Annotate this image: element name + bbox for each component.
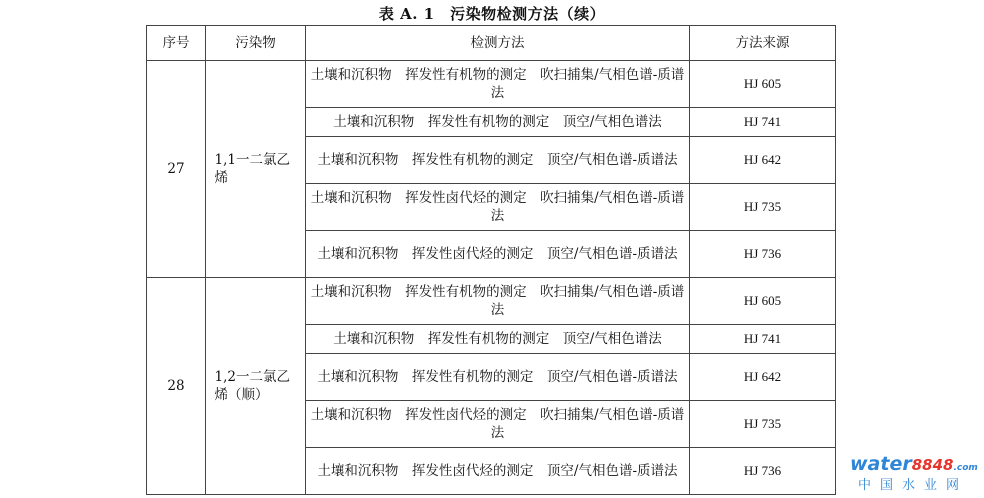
header-method: 检测方法 bbox=[306, 26, 690, 61]
watermark-brand bbox=[850, 453, 978, 478]
source-cell: HJ 735 bbox=[690, 401, 836, 448]
source-cell: HJ 735 bbox=[690, 184, 836, 231]
header-row bbox=[147, 26, 836, 61]
source-cell: HJ 741 bbox=[690, 325, 836, 354]
source-cell: HJ 736 bbox=[690, 448, 836, 495]
method-cell: 土壤和沉积物 挥发性有机物的测定 顶空/气相色谱法 bbox=[306, 108, 690, 137]
source-cell: HJ 741 bbox=[690, 108, 836, 137]
watermark-brand-suffix: .com bbox=[953, 463, 978, 473]
row-number: 27 bbox=[147, 61, 206, 278]
watermark-brand-word: water bbox=[850, 453, 912, 475]
source-cell: HJ 605 bbox=[690, 61, 836, 108]
header-num: 序号 bbox=[147, 26, 206, 61]
row-number: 28 bbox=[147, 278, 206, 495]
pollutant-name: 1,2一二氯乙烯（顺） bbox=[214, 369, 290, 403]
site-watermark-logo bbox=[850, 453, 978, 493]
watermark-brand-number: 8848 bbox=[911, 456, 954, 474]
table-row bbox=[147, 61, 836, 108]
detection-methods-table bbox=[146, 25, 836, 495]
source-cell: HJ 642 bbox=[690, 137, 836, 184]
method-cell: 土壤和沉积物 挥发性有机物的测定 顶空/气相色谱-质谱法 bbox=[306, 354, 690, 401]
source-cell: HJ 605 bbox=[690, 278, 836, 325]
pollutant-cell bbox=[206, 278, 306, 495]
method-cell: 土壤和沉积物 挥发性卤代烃的测定 顶空/气相色谱-质谱法 bbox=[306, 231, 690, 278]
pollutant-cell bbox=[206, 61, 306, 278]
table-caption: 表 A. 1 污染物检测方法（续） bbox=[378, 5, 606, 23]
method-cell: 土壤和沉积物 挥发性卤代烃的测定 吹扫捕集/气相色谱-质谱法 bbox=[306, 184, 690, 231]
table-row bbox=[147, 278, 836, 325]
watermark-site-name: 中国水业网 bbox=[858, 478, 969, 493]
header-pollutant: 污染物 bbox=[206, 26, 306, 61]
header-source: 方法来源 bbox=[690, 26, 836, 61]
method-cell: 土壤和沉积物 挥发性有机物的测定 顶空/气相色谱-质谱法 bbox=[306, 137, 690, 184]
source-cell: HJ 736 bbox=[690, 231, 836, 278]
method-cell: 土壤和沉积物 挥发性有机物的测定 吹扫捕集/气相色谱-质谱法 bbox=[306, 278, 690, 325]
method-cell: 土壤和沉积物 挥发性有机物的测定 吹扫捕集/气相色谱-质谱法 bbox=[306, 61, 690, 108]
pollutant-name: 1,1一二氯乙烯 bbox=[214, 152, 290, 186]
method-cell: 土壤和沉积物 挥发性卤代烃的测定 顶空/气相色谱-质谱法 bbox=[306, 448, 690, 495]
method-cell: 土壤和沉积物 挥发性有机物的测定 顶空/气相色谱法 bbox=[306, 325, 690, 354]
source-cell: HJ 642 bbox=[690, 354, 836, 401]
method-cell: 土壤和沉积物 挥发性卤代烃的测定 吹扫捕集/气相色谱-质谱法 bbox=[306, 401, 690, 448]
